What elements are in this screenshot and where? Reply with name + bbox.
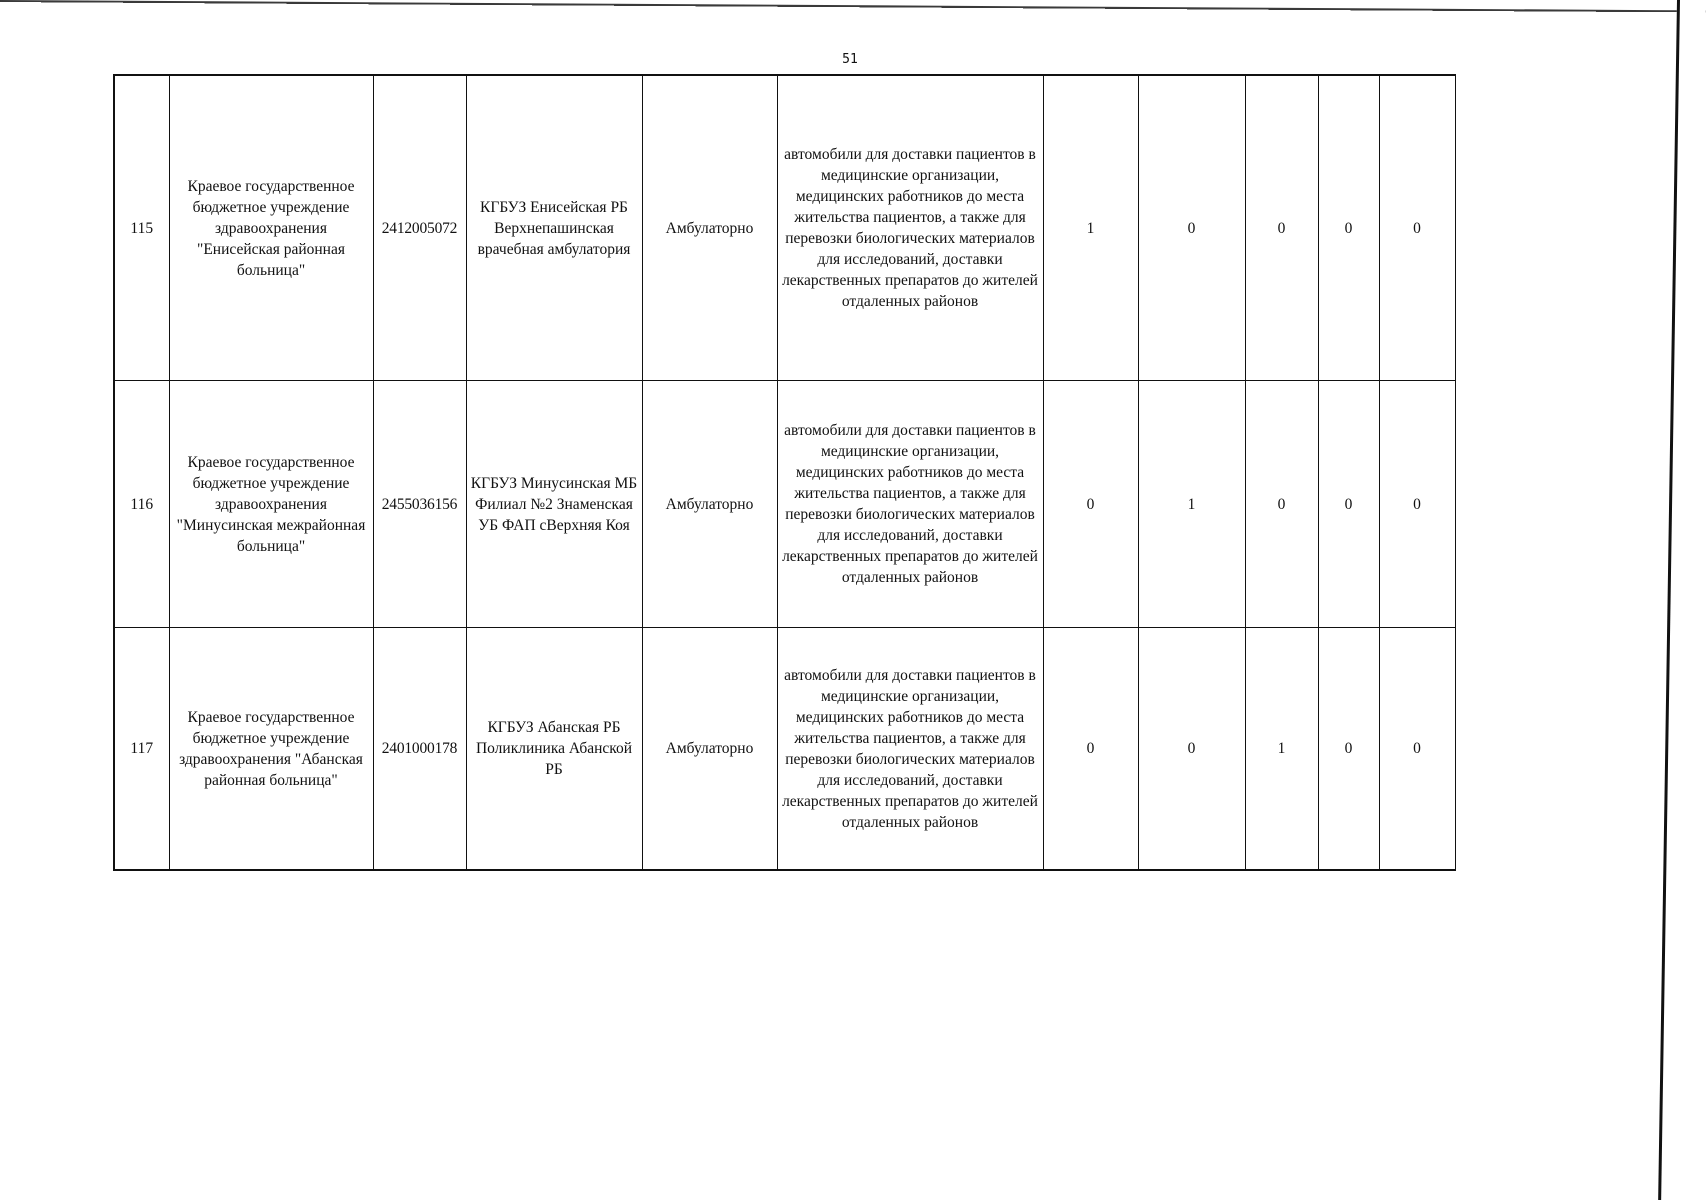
value-cell: 0 xyxy=(1379,75,1455,381)
value-cell: 1 xyxy=(1245,628,1318,871)
subdivision-name: КГБУЗ Енисейская РБ Верхнепашинская врачебная амбулатория xyxy=(466,75,642,381)
organization-name: Краевое государственное бюджетное учреждение здравоохранения "Енисейская районная больница" xyxy=(169,75,373,381)
scan-right-edge xyxy=(1658,0,1706,1200)
vehicle-purpose: автомобили для доставки пациентов в медицинские организации, медицинских работников до места жительства пациентов, а также для перевозки биологических материалов для исследований, доставки лекарственных препаратов до жителей отдаленных районов xyxy=(777,628,1043,871)
organization-name: Краевое государственное бюджетное учреждение здравоохранения "Абанская районная больница" xyxy=(169,628,373,871)
subdivision-name: КГБУЗ Абанская РБ Поликлиника Абанской РБ xyxy=(466,628,642,871)
value-cell: 0 xyxy=(1138,75,1245,381)
care-type: Амбулаторно xyxy=(642,628,777,871)
value-cell: 0 xyxy=(1379,628,1455,871)
row-number: 115 xyxy=(114,75,169,381)
value-cell: 0 xyxy=(1245,75,1318,381)
subdivision-name: КГБУЗ Минусинская МБ Филиал №2 Знаменская УБ ФАП сВерхняя Коя xyxy=(466,381,642,628)
row-number: 116 xyxy=(114,381,169,628)
scan-top-edge xyxy=(0,0,1706,22)
vehicle-purpose: автомобили для доставки пациентов в медицинские организации, медицинских работников до места жительства пациентов, а также для перевозки биологических материалов для исследований, доставки лекарственных препаратов до жителей отдаленных районов xyxy=(777,75,1043,381)
row-number: 117 xyxy=(114,628,169,871)
table-row xyxy=(114,381,1455,628)
value-cell: 0 xyxy=(1318,381,1379,628)
page-number: 51 xyxy=(842,52,858,67)
value-cell: 0 xyxy=(1318,628,1379,871)
table-row xyxy=(114,628,1455,871)
value-cell: 0 xyxy=(1043,381,1138,628)
value-cell: 0 xyxy=(1138,628,1245,871)
care-type: Амбулаторно xyxy=(642,381,777,628)
data-table xyxy=(113,74,1456,871)
value-cell: 1 xyxy=(1138,381,1245,628)
inn-code: 2412005072 xyxy=(373,75,466,381)
value-cell: 0 xyxy=(1318,75,1379,381)
organization-name: Краевое государственное бюджетное учреждение здравоохранения "Минусинская межрайонная больница" xyxy=(169,381,373,628)
value-cell: 1 xyxy=(1043,75,1138,381)
inn-code: 2401000178 xyxy=(373,628,466,871)
value-cell: 0 xyxy=(1245,381,1318,628)
value-cell: 0 xyxy=(1379,381,1455,628)
vehicle-purpose: автомобили для доставки пациентов в медицинские организации, медицинских работников до места жительства пациентов, а также для перевозки биологических материалов для исследований, доставки лекарственных препаратов до жителей отдаленных районов xyxy=(777,381,1043,628)
care-type: Амбулаторно xyxy=(642,75,777,381)
value-cell: 0 xyxy=(1043,628,1138,871)
inn-code: 2455036156 xyxy=(373,381,466,628)
table-row xyxy=(114,75,1455,381)
